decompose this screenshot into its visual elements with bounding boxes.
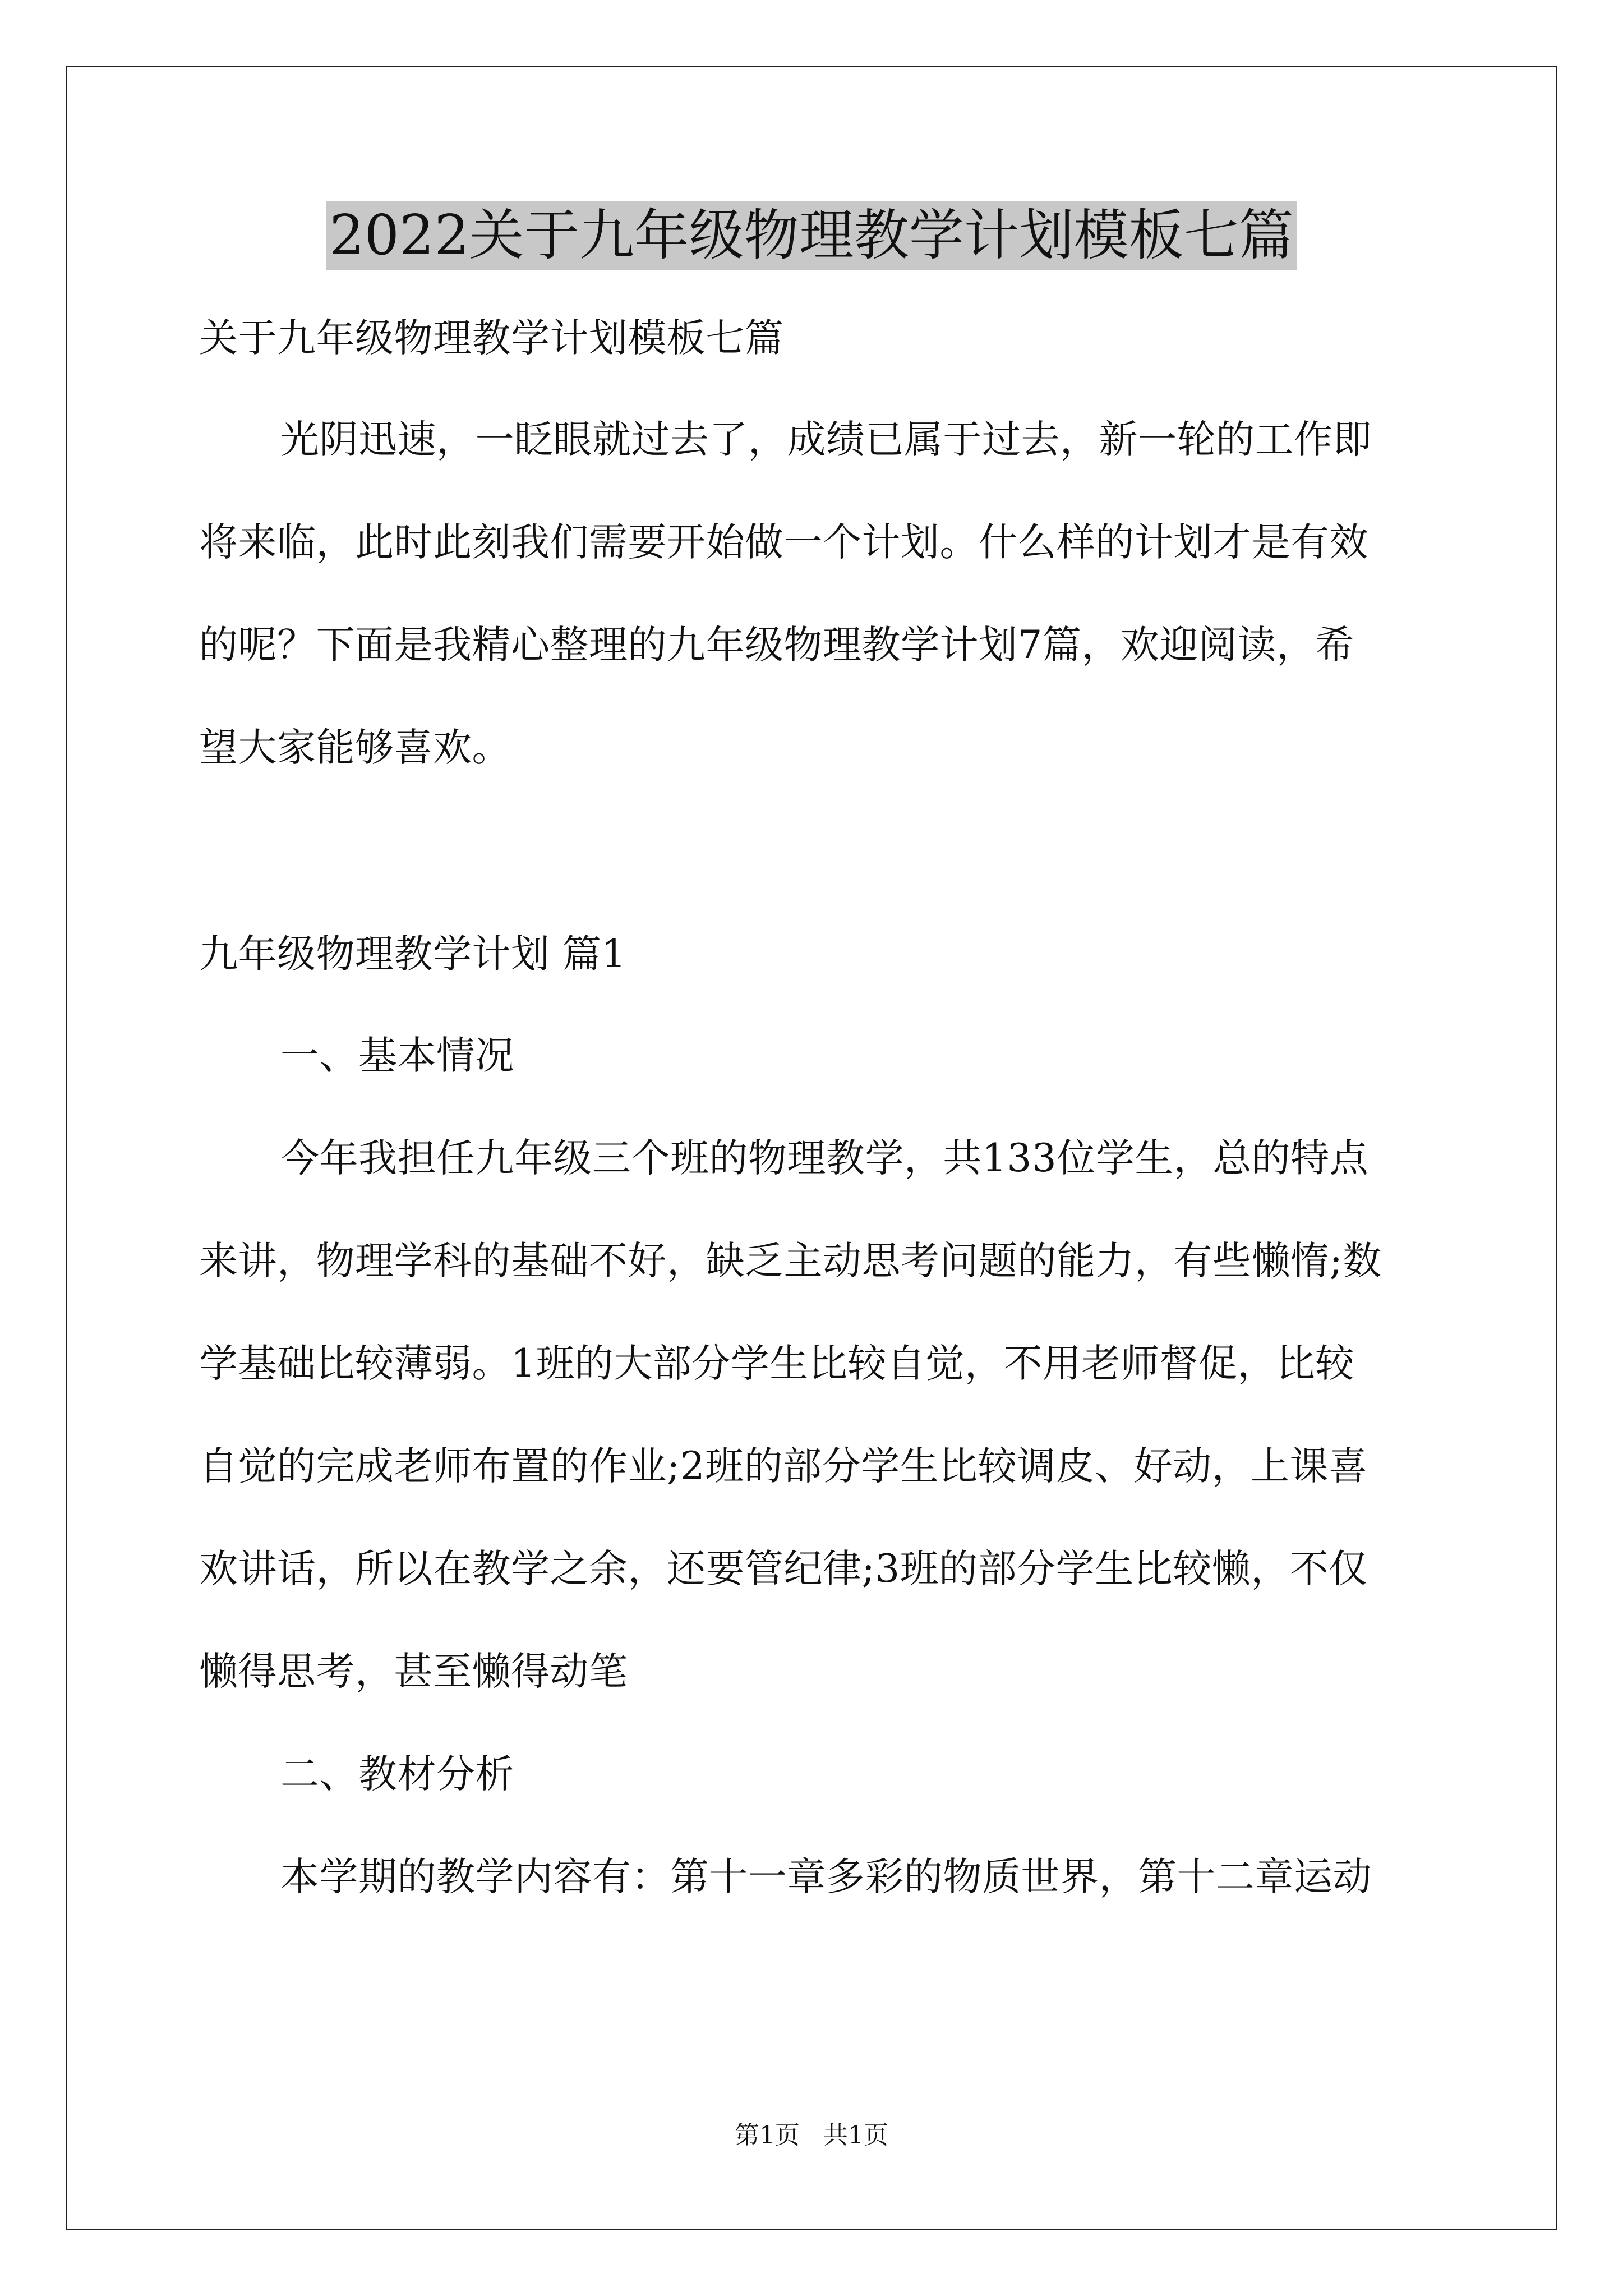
document-title [0, 196, 1623, 275]
paragraph-line: 欢讲话，所以在教学之余，还要管纪律;3班的部分学生比较懒，不仅 [199, 1547, 1368, 1591]
paragraph-line: 今年我担任九年级三个班的物理教学，共133位学生，总的特点 [280, 1136, 1369, 1181]
section-heading: 九年级物理教学计划 篇1 [199, 932, 626, 977]
paragraph-line: 来讲，物理学科的基础不好，缺乏主动思考问题的能力，有些懒惰;数 [199, 1239, 1382, 1283]
document-title-text: 2022关于九年级物理教学计划模板七篇 [326, 201, 1297, 270]
paragraph-line: 自觉的完成老师布置的作业;2班的部分学生比较调皮、好动，上课喜 [199, 1444, 1368, 1489]
part-heading: 一、基本情况 [280, 1033, 514, 1078]
page-footer: 第1页 共1页 [735, 2121, 888, 2150]
part-heading: 二、教材分析 [280, 1752, 514, 1797]
document-subtitle: 关于九年级物理教学计划模板七篇 [199, 316, 784, 361]
paragraph-line: 本学期的教学内容有：第十一章多彩的物质世界，第十二章运动 [280, 1855, 1372, 1899]
intro-line: 光阴迅速，一眨眼就过去了，成绩已属于过去，新一轮的工作即 [280, 417, 1372, 462]
paragraph-line: 懒得思考，甚至懒得动笔 [199, 1649, 628, 1694]
intro-line: 将来临，此时此刻我们需要开始做一个计划。什么样的计划才是有效 [199, 520, 1368, 565]
intro-line: 的呢？下面是我精心整理的九年级物理教学计划7篇，欢迎阅读，希 [199, 623, 1354, 668]
intro-line: 望大家能够喜欢。 [199, 725, 511, 770]
paragraph-line: 学基础比较薄弱。1班的大部分学生比较自觉，不用老师督促，比较 [199, 1341, 1354, 1386]
document-body [199, 311, 1427, 1904]
